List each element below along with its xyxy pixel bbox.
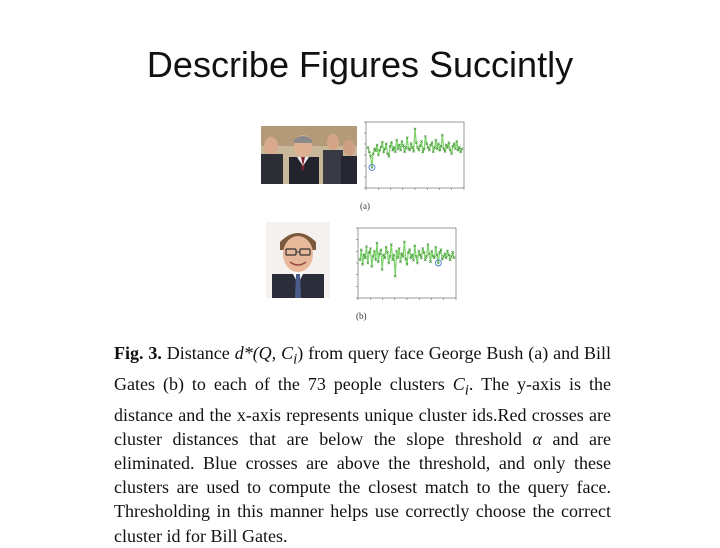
panel-label-b: (b) xyxy=(356,311,367,321)
caption-math-cluster: C xyxy=(452,373,465,394)
figure-caption xyxy=(114,341,611,548)
caption-math-alpha: α xyxy=(532,428,542,449)
caption-math-distance: d*(Q, C xyxy=(234,343,294,363)
photo-george-bush xyxy=(261,126,357,184)
caption-text-3: . The y-axis is the distance and the x-axis represents unique cluster ids.Red crosses are cluster distances that are below the slope threshold xyxy=(114,373,611,449)
distance-plot-gates xyxy=(346,222,462,306)
caption-math-subscript-2: i xyxy=(464,382,469,399)
distance-plot-bush xyxy=(354,116,470,196)
series-line xyxy=(360,242,454,276)
panel-label-a: (a) xyxy=(360,201,370,211)
photo-group-of-men-icon xyxy=(261,126,357,184)
caption-math-subscript-1: i xyxy=(293,351,298,368)
caption-text-4: and are eliminated. Blue crosses are above the threshold, and only these clusters are used to compute the closest match to the query face. Thresholding in this manner helps use correctly choose the correct cluster id for Bill Gates. xyxy=(114,428,612,546)
caption-text-2: ) from query face George Bush (a) and Bill Gates (b) to each of the 73 people clusters xyxy=(114,343,612,394)
caption-text-1: Distance xyxy=(161,343,235,363)
slide-title: Describe Figures Succintly xyxy=(146,44,574,85)
figure-number: Fig. 3. xyxy=(114,343,162,363)
photo-bill-gates xyxy=(266,222,330,298)
photo-portrait-icon xyxy=(266,222,330,298)
